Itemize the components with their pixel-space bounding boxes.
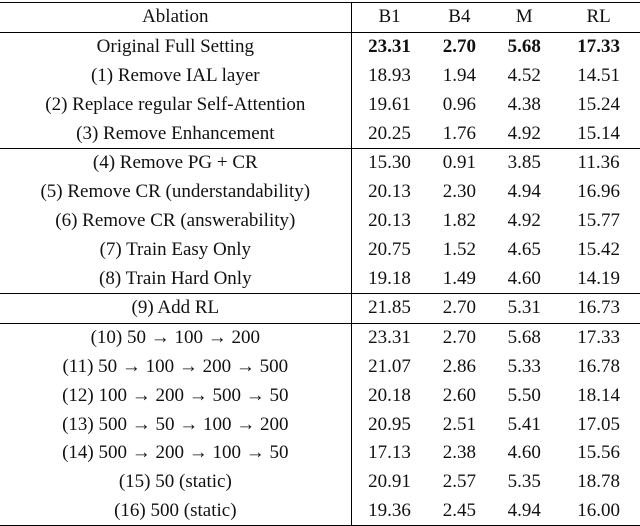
cell-b1: 23.31 bbox=[368, 327, 411, 349]
cell-m: 5.68 bbox=[507, 36, 541, 58]
header-m: M bbox=[491, 3, 557, 33]
table-row bbox=[0, 119, 640, 148]
cell-rl: 15.56 bbox=[577, 442, 620, 464]
cell-b1: 19.36 bbox=[368, 499, 411, 521]
cell-b4: 2.51 bbox=[442, 413, 477, 435]
row-name: (6) Remove CR (answerability) bbox=[0, 207, 351, 236]
cell-m: 4.65 bbox=[507, 238, 541, 260]
cell-b4: 1.52 bbox=[442, 238, 477, 260]
cell-rl: 17.33 bbox=[577, 327, 620, 349]
cell-m: 4.60 bbox=[507, 442, 541, 464]
table-row bbox=[0, 62, 640, 91]
cell-m: 5.50 bbox=[507, 384, 541, 406]
table-row bbox=[0, 468, 640, 497]
cell-rl: 16.96 bbox=[577, 181, 620, 203]
row-name: (13) 500 → 50 → 100 → 200 bbox=[0, 410, 351, 439]
row-name: (11) 50 → 100 → 200 → 500 bbox=[0, 353, 351, 382]
cell-b4: 0.91 bbox=[442, 152, 477, 174]
cell-b1: 19.18 bbox=[351, 264, 427, 293]
table-row bbox=[0, 381, 640, 410]
cell-m: 3.85 bbox=[507, 152, 541, 174]
cell-b4: 2.70 bbox=[427, 293, 491, 323]
cell-b4: 2.38 bbox=[442, 442, 477, 464]
cell-b4: 2.45 bbox=[442, 499, 477, 521]
row-name: (12) 100 → 200 → 500 → 50 bbox=[0, 381, 351, 410]
table-row bbox=[0, 90, 640, 119]
table-row bbox=[0, 497, 640, 526]
cell-b4: 1.49 bbox=[427, 264, 491, 293]
cell-b4: 1.76 bbox=[427, 119, 491, 148]
table-row bbox=[0, 148, 640, 177]
table-row bbox=[0, 32, 640, 61]
cell-b1: 21.85 bbox=[351, 293, 427, 323]
cell-m: 4.92 bbox=[491, 119, 557, 148]
cell-rl: 16.00 bbox=[577, 499, 620, 521]
cell-rl: 14.51 bbox=[577, 64, 620, 86]
cell-b4: 2.70 bbox=[442, 36, 477, 58]
cell-m: 5.68 bbox=[507, 327, 541, 349]
cell-b4: 2.57 bbox=[442, 471, 477, 493]
row-name: (14) 500 → 200 → 100 → 50 bbox=[0, 439, 351, 468]
header-rl: RL bbox=[557, 3, 640, 33]
cell-rl: 14.19 bbox=[557, 264, 640, 293]
row-name: (8) Train Hard Only bbox=[0, 264, 351, 293]
header-b1: B1 bbox=[351, 3, 427, 33]
cell-rl: 15.24 bbox=[577, 93, 620, 115]
ablation-table bbox=[0, 2, 640, 526]
cell-b4: 2.70 bbox=[442, 327, 477, 349]
cell-b1: 15.30 bbox=[368, 152, 411, 174]
cell-m: 5.35 bbox=[507, 471, 541, 493]
cell-b4: 2.86 bbox=[442, 355, 477, 377]
row-name: (4) Remove PG + CR bbox=[0, 148, 351, 177]
cell-b1: 23.31 bbox=[368, 36, 411, 58]
cell-b1: 20.95 bbox=[368, 413, 411, 435]
row-name: (2) Replace regular Self-Attention bbox=[0, 90, 351, 119]
cell-b4: 1.94 bbox=[442, 64, 477, 86]
cell-b1: 17.13 bbox=[368, 442, 411, 464]
cell-b1: 20.91 bbox=[368, 471, 411, 493]
cell-m: 4.94 bbox=[507, 181, 541, 203]
row-name: (3) Remove Enhancement bbox=[0, 119, 351, 148]
row-name: (9) Add RL bbox=[0, 293, 351, 323]
cell-m: 5.41 bbox=[507, 413, 541, 435]
cell-rl: 17.05 bbox=[577, 413, 620, 435]
cell-rl: 11.36 bbox=[577, 152, 620, 174]
cell-m: 4.52 bbox=[507, 64, 541, 86]
table-header-row bbox=[0, 3, 640, 33]
table-row bbox=[0, 323, 640, 352]
cell-rl: 15.14 bbox=[557, 119, 640, 148]
row-name: (7) Train Easy Only bbox=[0, 235, 351, 264]
table-row bbox=[0, 264, 640, 293]
cell-m: 4.94 bbox=[507, 499, 541, 521]
row-name: (15) 50 (static) bbox=[0, 468, 351, 497]
table-row bbox=[0, 439, 640, 468]
cell-b4: 2.60 bbox=[442, 384, 477, 406]
table-row bbox=[0, 293, 640, 323]
cell-m: 4.60 bbox=[491, 264, 557, 293]
row-name: Original Full Setting bbox=[0, 32, 351, 61]
cell-rl: 15.77 bbox=[577, 209, 620, 231]
cell-b4: 0.96 bbox=[442, 93, 477, 115]
header-ablation: Ablation bbox=[0, 3, 351, 33]
row-name: (16) 500 (static) bbox=[0, 497, 351, 526]
cell-rl: 18.78 bbox=[577, 471, 620, 493]
cell-rl: 18.14 bbox=[577, 384, 620, 406]
header-b4: B4 bbox=[427, 3, 491, 33]
table-row bbox=[0, 410, 640, 439]
cell-b4: 2.30 bbox=[442, 181, 477, 203]
cell-rl: 15.42 bbox=[577, 238, 620, 260]
cell-rl: 16.73 bbox=[557, 293, 640, 323]
cell-b1: 20.13 bbox=[368, 209, 411, 231]
cell-m: 5.31 bbox=[491, 293, 557, 323]
row-name: (10) 50 → 100 → 200 bbox=[0, 323, 351, 352]
cell-b1: 21.07 bbox=[368, 355, 411, 377]
row-name: (1) Remove IAL layer bbox=[0, 62, 351, 91]
table-body bbox=[0, 32, 640, 526]
cell-b1: 20.25 bbox=[351, 119, 427, 148]
cell-b1: 20.18 bbox=[368, 384, 411, 406]
table-row bbox=[0, 178, 640, 207]
cell-rl: 16.78 bbox=[577, 355, 620, 377]
table-row bbox=[0, 353, 640, 382]
row-name: (5) Remove CR (understandability) bbox=[0, 178, 351, 207]
cell-b1: 19.61 bbox=[368, 93, 411, 115]
cell-b1: 20.75 bbox=[368, 238, 411, 260]
cell-m: 5.33 bbox=[507, 355, 541, 377]
cell-rl: 17.33 bbox=[577, 36, 620, 58]
cell-b1: 20.13 bbox=[368, 181, 411, 203]
table-row bbox=[0, 235, 640, 264]
cell-b4: 1.82 bbox=[442, 209, 477, 231]
table-row bbox=[0, 207, 640, 236]
cell-b1: 18.93 bbox=[368, 64, 411, 86]
cell-m: 4.92 bbox=[507, 209, 541, 231]
cell-m: 4.38 bbox=[507, 93, 541, 115]
